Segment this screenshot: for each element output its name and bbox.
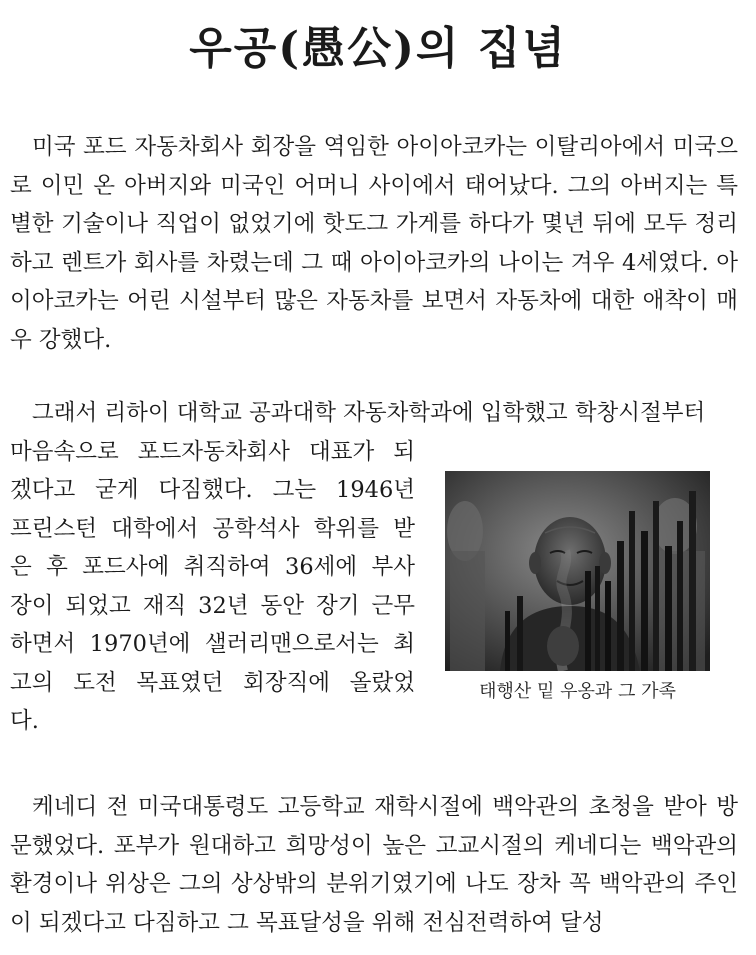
paragraph-2-line: 장이 되었고 재직 32년 동안 장기 근무 xyxy=(10,592,415,619)
paragraph-2-line: 은 후 포드사에 취직하여 36세에 부사 xyxy=(10,554,415,580)
figure xyxy=(445,471,710,703)
photo-elderly-man-incense xyxy=(445,471,710,671)
paragraph-2-line: 그래서 리하이 대학교 공과대학 자동차학과에 입학했고 학창시절부터 xyxy=(32,400,706,426)
paragraph-1: 미국 포드 자동차회사 회장을 역임한 아이아코카는 이탈리아에서 미국으로 이민 온 아버지와 미국인 어머니 사이에서 태어났다. 그의 아버지는 특별한 기술이나 직업이 없었기에 핫도그 가게를 하다가 몇년 뒤에 모두 정리하고 렌트가 회사를 차렸는데 그 때 아이아코카의 나이는 겨우 4세였다. 아이아코카는 어린 시설부터 많은 자동차를 보면서 자동차에 대한 애착이 매우 강했다. xyxy=(10,134,738,353)
paragraph-2-line: 하면서 1970년에 샐러리맨으로서는 최 xyxy=(10,631,415,657)
paragraph-2-line: 다. xyxy=(10,708,39,734)
page-title: 우공(愚公)의 집념 xyxy=(189,23,567,74)
paragraph-2-line: 고의 도전 목표였던 회장직에 올랐었 xyxy=(10,669,415,696)
paragraph-3: 케네디 전 미국대통령도 고등학교 재학시절에 백악관의 초청을 받아 방문했었다. 포부가 원대하고 희망성이 높은 고교시절의 케네디는 백악관의 환경이나 위상은 그의 상상밖의 분위기였기에 나도 장차 꼭 백악관의 주인이 되겠다고 다짐하고 그 목표달성을 위해 전심전력하여 달성 xyxy=(10,794,738,936)
figure-caption: 태행산 밑 우옹과 그 가족 xyxy=(479,681,676,702)
paragraph-2-line: 마음속으로 포드자동차회사 대표가 되 xyxy=(10,438,415,465)
paragraph-2-line: 겠다고 굳게 다짐했다. 그는 1946년 xyxy=(10,477,415,503)
paragraph-2-line: 프린스턴 대학에서 공학석사 학위를 받 xyxy=(10,515,415,542)
